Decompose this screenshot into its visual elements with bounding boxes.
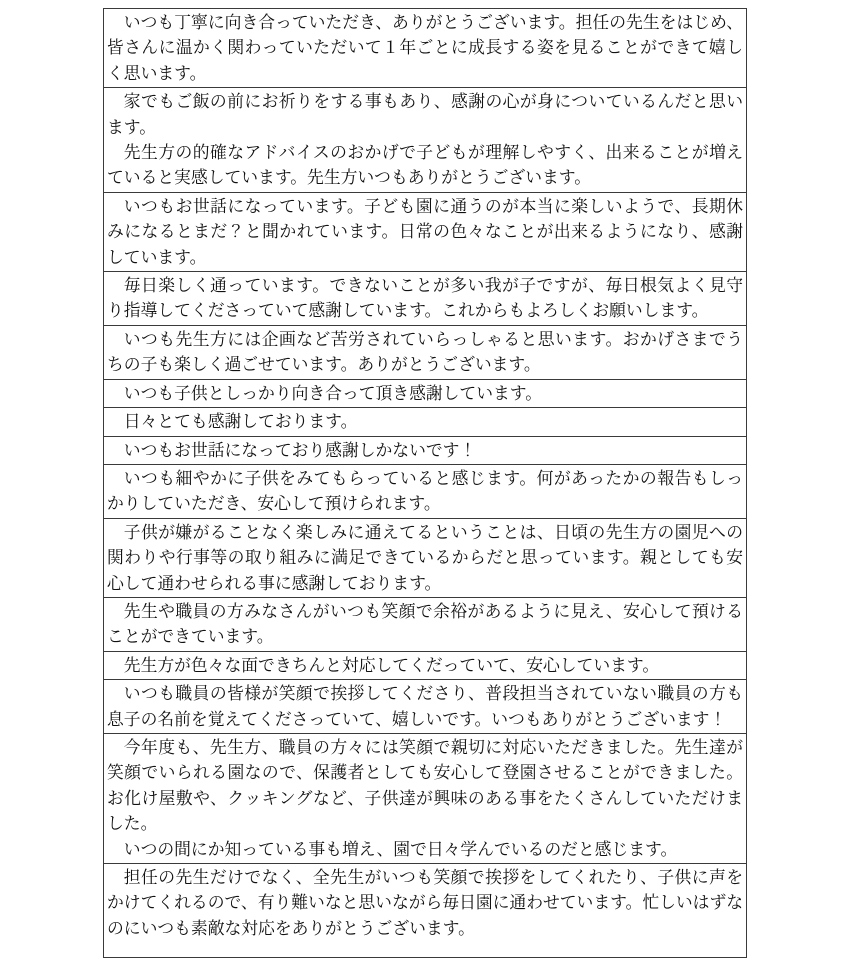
comment-paragraph: いつもお世話になっており感謝しかないです！ [123, 440, 477, 460]
comment-cell [104, 379, 747, 407]
comment-cell [104, 192, 747, 271]
comment-paragraph: 先生や職員の方みなさんがいつも笑顔で余裕があるように見え、安心して預けることができています。 [107, 601, 743, 647]
comment-cell [104, 272, 747, 326]
comment-paragraph: 日々とても感謝しております。 [123, 412, 358, 432]
table-row [104, 408, 747, 436]
table-row [104, 325, 747, 379]
table-row [104, 464, 747, 518]
comment-paragraph: 今年度も、先生方、職員の方々には笑顔で親切に対応いただきました。先生達が笑顔でいられる園なので、保護者としても安心して登園させることができました。お化け屋敷や、クッキングなど、子供達が興味のある事をたくさんしていただけました。 [107, 737, 743, 834]
comment-cell [104, 325, 747, 379]
comment-cell [104, 518, 747, 597]
comment-paragraph: いつも細やかに子供をみてもらっていると感じます。何があったかの報告もしっかりしていただき、安心して預けられます。 [107, 468, 743, 514]
comment-cell [104, 9, 747, 88]
comment-cell [104, 733, 747, 863]
comment-paragraph: 担任の先生だけでなく、全先生がいつも笑顔で挨拶をしてくれたり、子供に声をかけてくれるので、有り難いなと思いながら毎日園に通わせています。忙しいはずなのにいつも素敵な対応をありがとうございます。 [107, 868, 744, 938]
comment-paragraph: いつも先生方には企画など苦労されていらっしゃると思います。おかげさまでうちの子も楽しく過ごせています。ありがとうございます。 [107, 329, 743, 375]
comment-paragraph: 毎日楽しく通っています。できないことが多い我が子ですが、毎日根気よく見守り指導してくださっていて感謝しています。これからもよろしくお願いします。 [107, 276, 743, 321]
comment-cell [104, 464, 747, 518]
table-row [104, 436, 747, 464]
comment-paragraph: 子供が嫌がることなく楽しみに通えてるということは、日頃の先生方の園児への関わりや行事等の取り組みに満足できているからだと思っています。親としても安心して通わせられる事に感謝しております。 [107, 522, 743, 593]
comment-paragraph: 先生方が色々な面できちんと対応してくだっていて、安心しています。 [123, 655, 660, 675]
comment-paragraph: いつも職員の皆様が笑顔で挨拶してくださり、普段担当されていない職員の方も息子の名前を覚えてくださっていて、嬉しいです。いつもありがとうございます！ [107, 684, 743, 729]
table-row [104, 272, 747, 326]
comments-table-body [104, 9, 747, 958]
comment-cell [104, 88, 747, 193]
comment-paragraph: いつもお世話になっています。子ども園に通うのが本当に楽しいようで、長期休みになるとまだ？と聞かれています。日常の色々なことが出来るようになり、感謝しています。 [107, 196, 743, 267]
comment-paragraph: 先生方の的確なアドバイスのおかげで子どもが理解しやすく、出来ることが増えていると実感しています。先生方いつもありがとうございます。 [107, 143, 743, 188]
table-row [104, 597, 747, 651]
comment-paragraph: いつも丁寧に向き合っていただき、ありがとうございます。担任の先生をはじめ、皆さんに温かく関わっていただいて１年ごとに成長する姿を見ることができて嬉しく思います。 [107, 13, 743, 83]
comments-table [103, 8, 747, 958]
table-row [104, 864, 747, 958]
table-row [104, 651, 747, 679]
table-row [104, 379, 747, 407]
table-row [104, 88, 747, 193]
comment-paragraph: 家でもご飯の前にお祈りをする事もあり、感謝の心が身についているんだと思います。 [107, 92, 743, 137]
comment-cell [104, 597, 747, 651]
table-row [104, 733, 747, 863]
table-row [104, 192, 747, 271]
table-row [104, 518, 747, 597]
comment-cell [104, 651, 747, 679]
comment-cell [104, 680, 747, 734]
comment-cell [104, 436, 747, 464]
table-row [104, 9, 747, 88]
comment-cell [104, 408, 747, 436]
comment-cell [104, 864, 747, 958]
comment-paragraph: いつも子供としっかり向き合って頂き感謝しています。 [123, 383, 542, 403]
table-row [104, 680, 747, 734]
comment-paragraph: いつの間にか知っている事も増え、園で日々学んでいるのだと感じます。 [123, 839, 678, 859]
